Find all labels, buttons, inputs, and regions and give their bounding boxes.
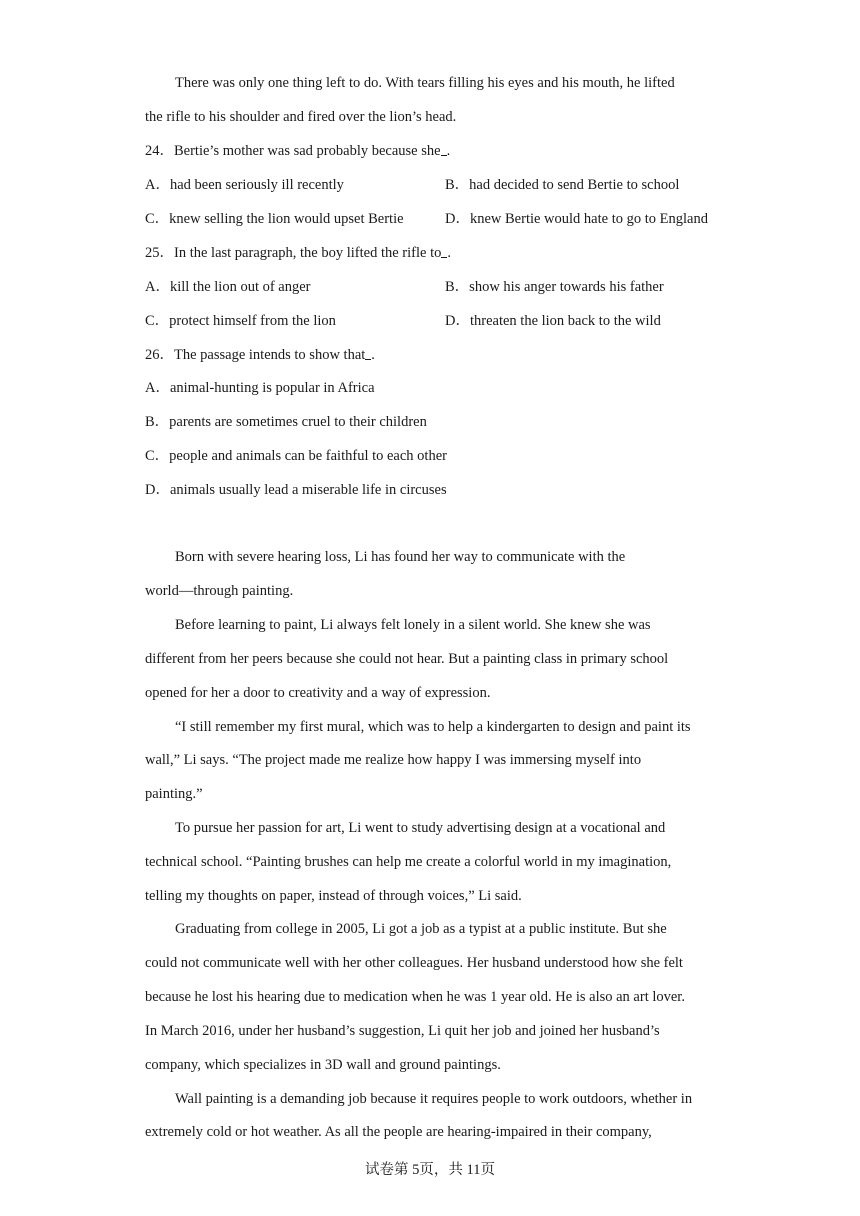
question-25-stem	[145, 243, 451, 263]
passage2-line: Born with severe hearing loss, Li has found her way to communicate with the	[175, 549, 626, 565]
question-24-option-d: D．knew Bertie would hate to go to England	[445, 211, 708, 227]
passage2-line: Wall painting is a demanding job because it requires people to work outdoors, whether in	[175, 1091, 693, 1107]
question-stem-end: .	[447, 245, 451, 261]
question-stem-end: .	[371, 347, 375, 363]
page-footer: 试卷第 5页，共 11页	[365, 1162, 495, 1178]
passage2-line: because he lost his hearing due to medication when he was 1 year old. He is also an art lover.	[145, 989, 685, 1005]
question-stem-text: 26．The passage intends to show that	[145, 347, 366, 363]
passage2-line: In March 2016, under her husband’s suggestion, Li quit her job and joined her husband’s	[145, 1023, 660, 1039]
passage2-line: different from her peers because she could not hear. But a painting class in primary school	[145, 651, 669, 667]
passage2-line: “I still remember my first mural, which was to help a kindergarten to design and paint its	[175, 719, 691, 735]
question-25-option-b: B．show his anger towards his father	[445, 279, 664, 295]
question-26-stem	[145, 345, 375, 365]
passage2-line: world—through painting.	[145, 583, 294, 599]
passage2-line: Before learning to paint, Li always felt lonely in a silent world. She knew she was	[175, 617, 651, 633]
passage2-line: company, which specializes in 3D wall and ground paintings.	[145, 1057, 501, 1073]
passage2-line: painting.”	[145, 786, 203, 802]
question-26-option-d: D．animals usually lead a miserable life in circuses	[145, 482, 447, 498]
passage2-line: To pursue her passion for art, Li went to study advertising design at a vocational and	[175, 820, 666, 836]
passage2-line: could not communicate well with her other colleagues. Her husband understood how she felt	[145, 955, 683, 971]
passage1-line: There was only one thing left to do. With tears filling his eyes and his mouth, he lifted	[175, 75, 675, 91]
question-stem-text: 24．Bertie’s mother was sad probably because she	[145, 143, 441, 159]
question-24-option-b: B．had decided to send Bertie to school	[445, 177, 680, 193]
question-24-stem	[145, 141, 450, 161]
passage2-line: Graduating from college in 2005, Li got a job as a typist at a public institute. But she	[175, 921, 667, 937]
question-25-option-c: C．protect himself from the lion	[145, 313, 336, 329]
question-24-option-c: C．knew selling the lion would upset Bertie	[145, 211, 404, 227]
question-25-option-d: D．threaten the lion back to the wild	[445, 313, 661, 329]
passage2-line: opened for her a door to creativity and a way of expression.	[145, 685, 491, 701]
passage2-line: technical school. “Painting brushes can help me create a colorful world in my imagination,	[145, 854, 672, 870]
question-26-option-b: B．parents are sometimes cruel to their children	[145, 414, 427, 430]
question-24-option-a: A．had been seriously ill recently	[145, 177, 344, 193]
question-26-option-a: A．animal-hunting is popular in Africa	[145, 380, 375, 396]
question-stem-text: 25．In the last paragraph, the boy lifted the rifle to	[145, 245, 442, 261]
passage2-line: wall,” Li says. “The project made me realize how happy I was immersing myself into	[145, 752, 642, 768]
passage2-line: extremely cold or hot weather. As all the people are hearing-impaired in their company,	[145, 1124, 652, 1140]
question-25-option-a: A．kill the lion out of anger	[145, 279, 311, 295]
question-stem-end: .	[446, 143, 451, 159]
passage1-line: the rifle to his shoulder and fired over the lion’s head.	[145, 109, 457, 125]
passage2-line: telling my thoughts on paper, instead of through voices,” Li said.	[145, 888, 522, 904]
question-26-option-c: C．people and animals can be faithful to each other	[145, 448, 447, 464]
